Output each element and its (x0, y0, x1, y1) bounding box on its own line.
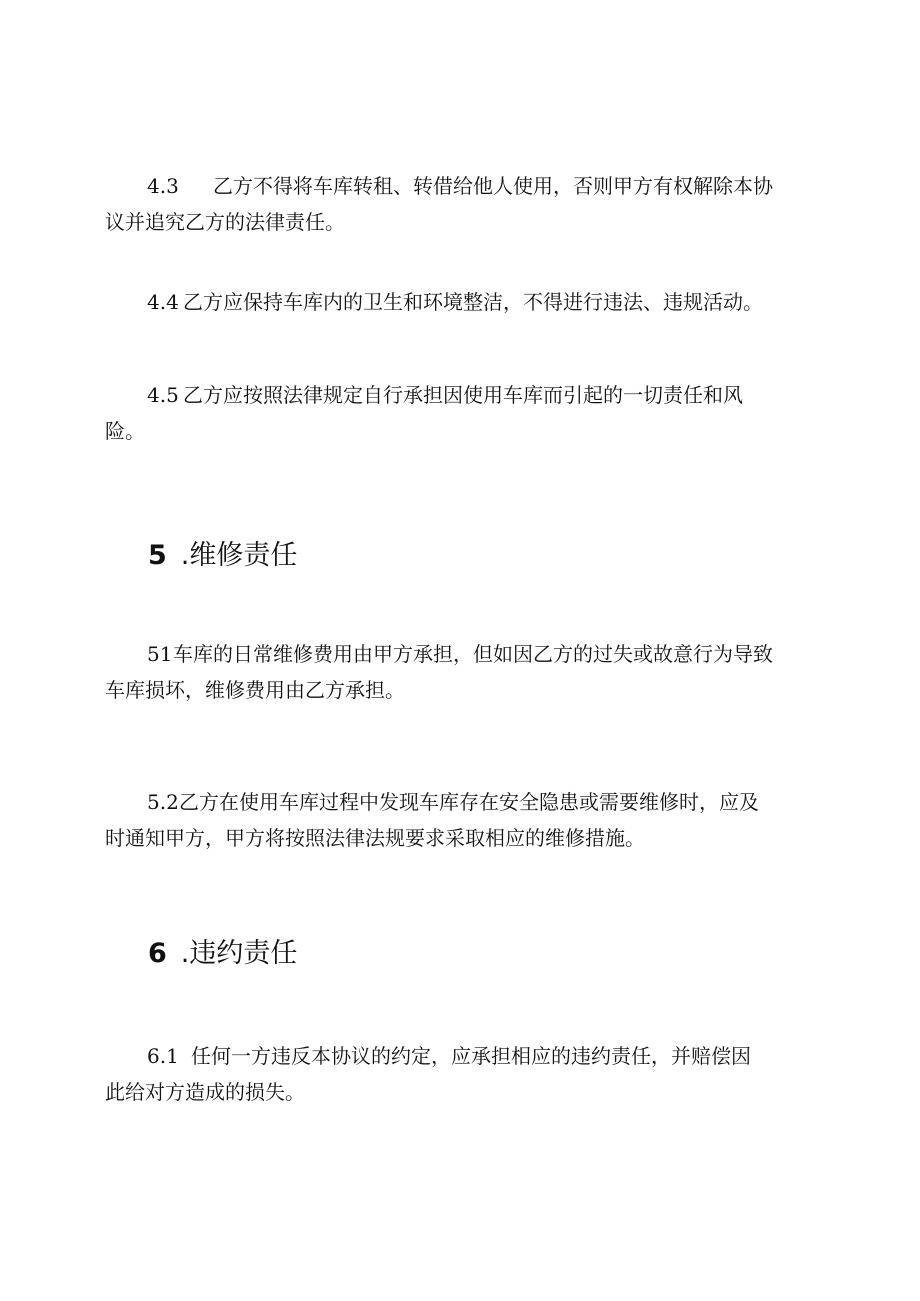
clause-6-1 (105, 1038, 830, 1110)
clause-text-continuation: 议并追究乙方的法律责任。 (105, 210, 345, 234)
clause-5-2 (105, 784, 830, 856)
section-number: 5 (148, 540, 167, 571)
clause-4-5 (105, 377, 830, 449)
clause-text-continuation: 车库损坏，维修费用由乙方承担。 (105, 678, 405, 702)
clause-4-3 (105, 168, 830, 240)
clause-number: 6.1 (147, 1044, 179, 1068)
clause-text: 乙方在使用车库过程中发现车库存在安全隐患或需要维修时，应及 (179, 790, 759, 814)
clause-text-continuation: 时通知甲方，甲方将按照法律法规要求采取相应的维修措施。 (105, 826, 645, 850)
section-number: 6 (148, 938, 167, 969)
section-heading-6 (148, 936, 297, 972)
section-title: .违约责任 (180, 938, 298, 969)
clause-text: 乙方应保持车库内的卫生和环境整洁，不得进行违法、违规活动。 (183, 290, 763, 314)
clause-4-4 (105, 284, 830, 320)
clause-number: 5.2 (147, 790, 179, 814)
clause-text: 车库的日常维修费用由甲方承担，但如因乙方的过失或故意行为导致 (173, 642, 773, 666)
section-heading-5 (148, 538, 297, 574)
section-title: .维修责任 (180, 540, 298, 571)
clause-text-continuation: 险。 (105, 419, 145, 443)
clause-number: 4.4 (147, 290, 179, 314)
clause-number: 51 (147, 642, 173, 666)
clause-5-1 (105, 636, 830, 708)
clause-text: 乙方不得将车库转租、转借给他人使用，否则甲方有权解除本协 (213, 174, 773, 198)
clause-text: 乙方应按照法律规定自行承担因使用车库而引起的一切责任和风 (183, 383, 743, 407)
clause-text-continuation: 此给对方造成的损失。 (105, 1080, 305, 1104)
clause-number: 4.5 (147, 383, 179, 407)
clause-text: 任何一方违反本协议的约定，应承担相应的违约责任，并赔偿因 (191, 1044, 751, 1068)
clause-number: 4.3 (147, 174, 179, 198)
